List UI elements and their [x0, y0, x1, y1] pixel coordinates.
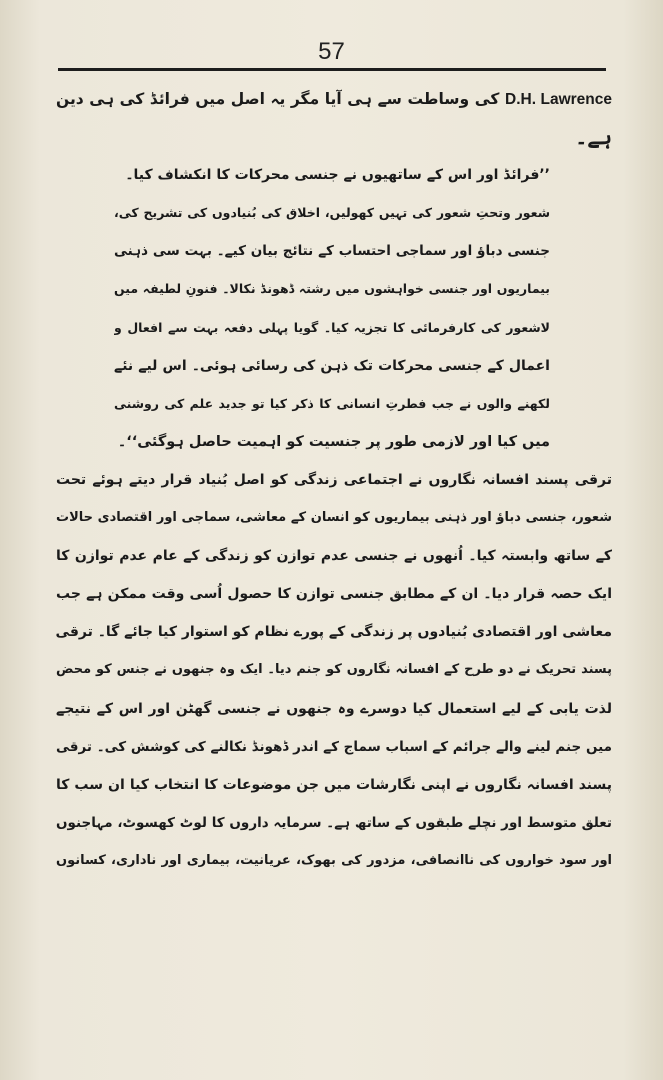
- block-quote: [56, 156, 612, 461]
- quote-line: بیماریوں اور جنسی خواہشوں میں رشتہ ڈھونڈ نکالا۔ فنونِ لطیفہ میں: [114, 281, 550, 297]
- body-line: میں جنم لینے والے جرائم کے اسباب سماج کے اندر ڈھونڈ نکالنے کی کوشش کی۔ ترقی: [56, 738, 612, 755]
- quote-line: لاشعور کی کارفرمائی کا تجزیہ کیا۔ گویا پہلی دفعہ بہت سے افعال و: [114, 319, 550, 335]
- body-line: کے ساتھ وابستہ کیا۔ اُنھوں نے جنسی عدم توازن کو زندگی کے عام عدم توازن کا: [56, 548, 612, 565]
- body-paragraph: [56, 461, 612, 880]
- body-line: ترقی پسند افسانہ نگاروں نے اجتماعی زندگی کو اصل بُنیاد قرار دیتے ہوئے تحت: [56, 471, 612, 488]
- quote-line: جنسی دباؤ اور سماجی احتساب کے نتائج بیان کیے۔ بہت سی ذہنی: [114, 243, 550, 260]
- page-number: 57: [318, 38, 345, 65]
- body-line: پسند تحریک نے دو طرح کے افسانہ نگاروں کو جنم دیا۔ ایک وہ جنھوں نے جنس کو محض: [56, 662, 612, 678]
- body-line: معاشی اور اقتصادی بُنیادوں پر زندگی کے پورے نظام کو استوار کیا جائے گا۔ ترقی: [56, 624, 612, 641]
- quote-line: ’’فرائڈ اور اس کے ساتھیوں نے جنسی محرکات کا انکشاف کیا۔: [125, 167, 550, 184]
- intro-text: کی وساطت سے ہی آیا مگر یہ اصل میں فرائڈ کی ہی دین: [56, 90, 500, 108]
- quote-line: میں کیا اور لازمی طور پر جنسیت کو اہمیت حاصل ہوگئی‘‘۔: [117, 433, 550, 450]
- quote-line: شعور وتحتِ شعور کی تہیں کھولیں، اخلاق کی بُنیادوں کی تشریح کی،: [114, 205, 550, 221]
- quote-line: لکھنے والوں نے جب فطرتِ انسانی کا ذکر کیا تو جدید علم کی روشنی: [114, 395, 550, 411]
- header-rule: [58, 68, 606, 71]
- author-name: D.H. Lawrence: [505, 91, 612, 108]
- intro-line: [56, 80, 612, 118]
- body-line: پسند افسانہ نگاروں نے اپنی نگارشات میں جن موضوعات کا انتخاب کیا ان سب کا: [56, 776, 612, 793]
- quote-line: اعمال کے جنسی محرکات تک ذہن کی رسائی ہوئی۔ اس لیے نئے: [114, 357, 550, 374]
- body-line: ایک حصہ قرار دیا۔ ان کے مطابق جنسی توازن کا حصول اُسی وقت ممکن ہے جب: [56, 586, 612, 603]
- intro-continuation: ہے۔: [575, 125, 612, 150]
- body-line: لذت یابی کے لیے استعمال کیا دوسرے وہ جنھوں نے جنسی گھٹن اور اس کے نتیجے: [56, 700, 612, 717]
- page-body: [56, 80, 612, 880]
- body-line: تعلق متوسط اور نچلے طبقوں کے ساتھ ہے۔ سرمایہ داروں کا لوٹ کھسوٹ، مہاجنوں: [56, 814, 612, 831]
- body-line: اور سود خواروں کی ناانصافی، مزدور کی بھوک، عریانیت، بیماری اور ناداری، کسانوں: [56, 852, 612, 868]
- body-line: شعور، جنسی دباؤ اور ذہنی بیماریوں کو انسان کے معاشی، سماجی اور اقتصادی حالات: [56, 510, 612, 526]
